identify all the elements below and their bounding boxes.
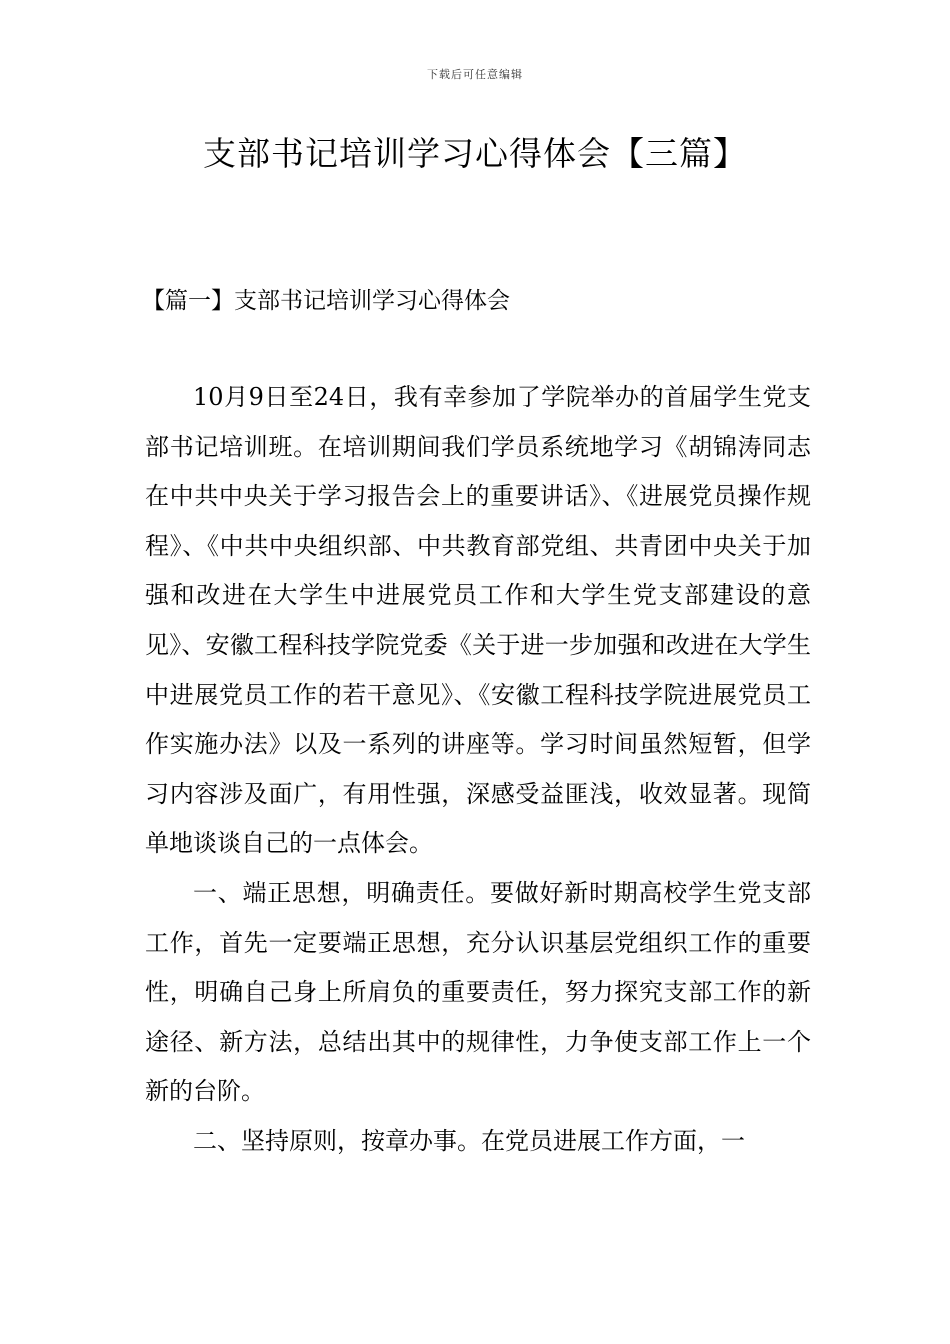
section-heading: 【篇一】支部书记培训学习心得体会 [142, 288, 510, 314]
body-text [145, 373, 811, 1167]
document-title: 支部书记培训学习心得体会【三篇】 [203, 134, 747, 173]
paragraph: 10月9日至24日，我有幸参加了学院举办的首届学生党支部书记培训班。在培训期间我们学员系统地学习《胡锦涛同志在中共中央关于学习报告会上的重要讲话》、《进展党员操作规程》、《中共中央组织部、中共教育部党组、共青团中央关于加强和改进在大学生中进展党员工作和大学生党支部建设的意见》、安徽工程科技学院党委《关于进一步加强和改进在大学生中进展党员工作的若干意见》、《安徽工程科技学院进展党员工作实施办法》以及一系列的讲座等。学习时间虽然短暂，但学习内容涉及面广，有用性强，深感受益匪浅，收效显著。现简单地谈谈自己的一点体会。 [145, 383, 811, 858]
header-note: 下载后可任意编辑 [427, 68, 523, 81]
paragraph: 二、坚持原则，按章办事。在党员进展工作方面，一 [193, 1126, 745, 1155]
paragraph: 一、端正思想，明确责任。要做好新时期高校学生党支部工作，首先一定要端正思想，充分认识基层党组织工作的重要性，明确自己身上所肩负的重要责任，努力探究支部工作的新途径、新方法，总结出其中的规律性，力争使支部工作上一个新的台阶。 [145, 878, 811, 1106]
